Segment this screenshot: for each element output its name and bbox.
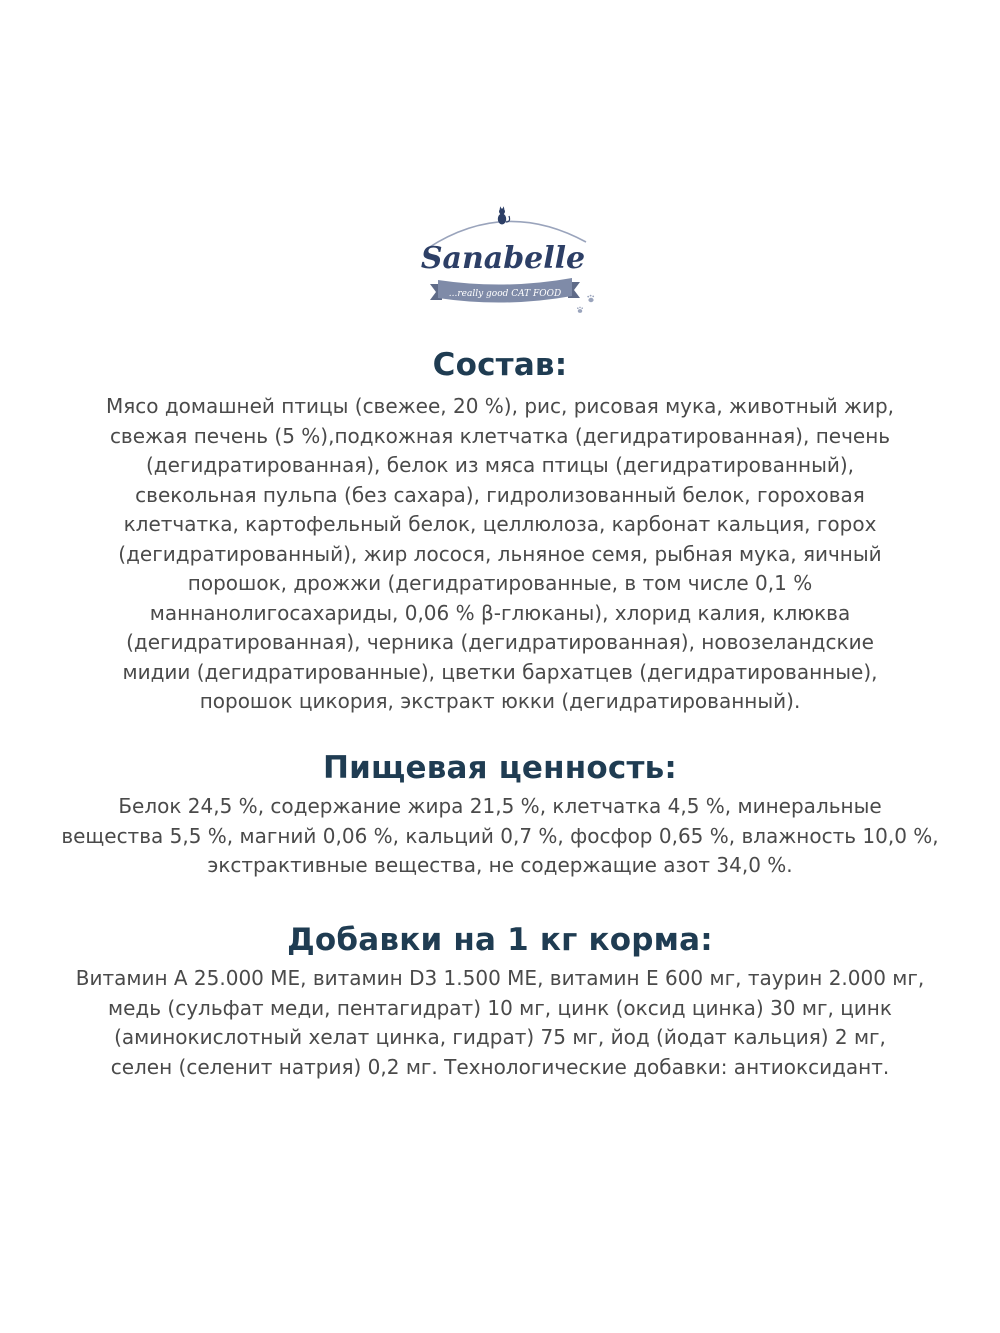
additives-section (0, 920, 1000, 1082)
nutrition-line: Белок 24,5 %, содержание жира 21,5 %, клетчатка 4,5 %, минеральные (118, 794, 882, 818)
nutrition-heading: Пищевая ценность: (322, 750, 678, 786)
composition-line: свекольная пульпа (без сахара), гидролизованный белок, гороховая (135, 482, 865, 507)
nutrition-section (0, 748, 1000, 881)
brand-logo (410, 200, 600, 320)
composition-line: свежая печень (5 %),подкожная клетчатка (дегидратированная), печень (109, 423, 891, 448)
additives-line: селен (селенит натрия) 0,2 мг. Технологические добавки: антиоксидант. (110, 1054, 890, 1079)
composition-text (0, 392, 1000, 717)
composition-line: порошок, дрожжи (дегидратированные, в том числе 0,1 % (187, 571, 813, 595)
composition-line: Мясо домашней птицы (свежее, 20 %), рис, рисовая мука, животный жир, (105, 394, 895, 418)
additives-line: (аминокислотный хелат цинка, гидрат) 75 мг, йод (йодат кальция) 2 мг, (114, 1025, 886, 1049)
brand-name: Sanabelle (420, 241, 586, 276)
composition-line: (дегидратированный), жир лосося, льняное семя, рыбная мука, яичный (118, 541, 882, 566)
additives-line: медь (сульфат меди, пентагидрат) 10 мг, цинк (оксид цинка) 30 мг, цинк (108, 995, 892, 1020)
additives-text (0, 964, 1000, 1082)
brand-tagline: ...really good CAT FOOD (448, 289, 562, 299)
composition-line: (дегидратированная), белок из мяса птицы (дегидратированный), (145, 453, 855, 477)
composition-line: (дегидратированная), черника (дегидратированная), новозеландские (126, 630, 874, 654)
nutrition-line: экстрактивные вещества, не содержащие азот 34,0 %. (207, 853, 793, 877)
composition-heading: Состав: (432, 347, 568, 383)
composition-line: клетчатка, картофельный белок, целлюлоза, карбонат кальция, горох (123, 512, 877, 536)
composition-line: порошок цикория, экстракт юкки (дегидратированный). (199, 689, 801, 713)
composition-section (0, 345, 1000, 717)
composition-line: маннанолигосахариды, 0,06 % β-глюканы), хлорид калия, клюква (149, 600, 851, 625)
additives-line: Витамин А 25.000 МЕ, витамин D3 1.500 МЕ, витамин Е 600 мг, таурин 2.000 мг, (75, 966, 925, 990)
additives-heading: Добавки на 1 кг корма: (287, 922, 713, 958)
nutrition-line: вещества 5,5 %, магний 0,06 %, кальций 0,7 %, фосфор 0,65 %, влажность 10,0 %, (61, 823, 939, 848)
cat-icon (498, 206, 510, 224)
composition-line: мидии (дегидратированные), цветки бархатцев (дегидратированные), (122, 659, 878, 684)
nutrition-text (0, 792, 1000, 881)
